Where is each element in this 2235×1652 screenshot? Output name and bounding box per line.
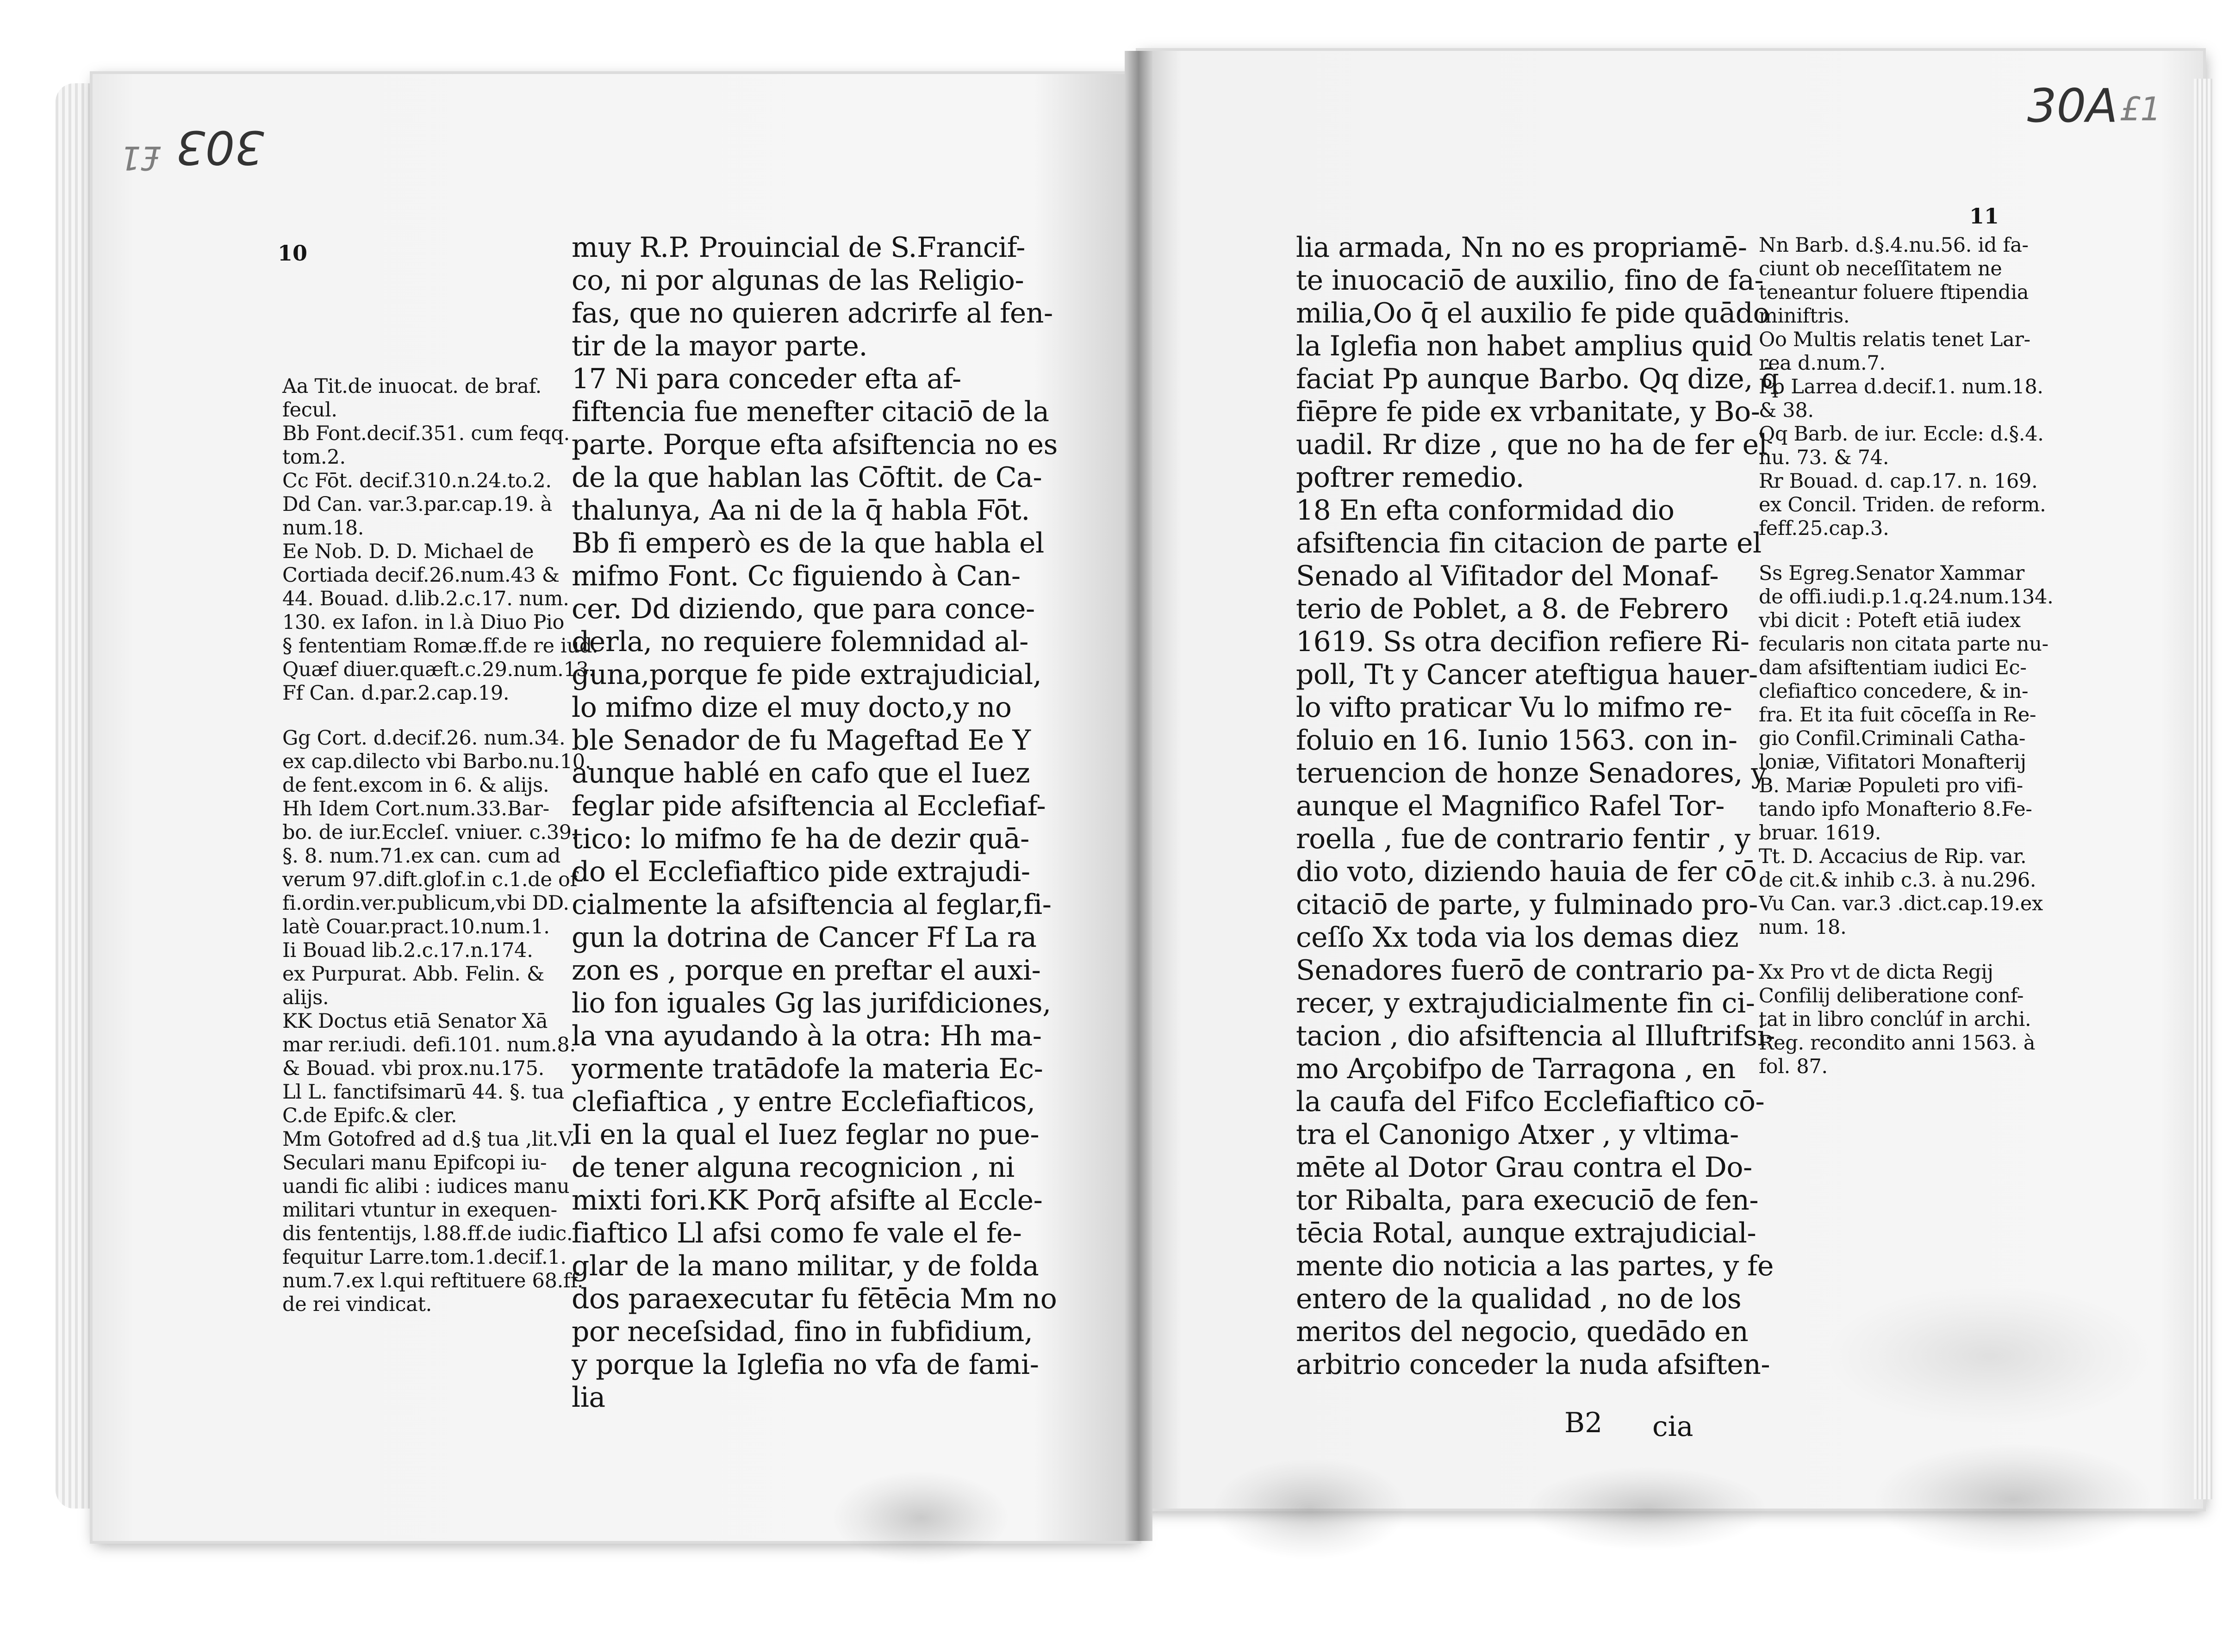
marginal-note-line: ciunt ob neceſſitatem ne: [1759, 257, 2002, 280]
text-line: tra el Canonigo Atxer , y vltima-: [1296, 1118, 1739, 1151]
text-line: 18 En efta conformidad dio: [1296, 494, 1675, 527]
text-line: Senado al Vifitador del Monaf-: [1296, 560, 1719, 592]
marginal-note-line: teneantur foluere ftipendia: [1759, 281, 2029, 304]
marginal-note-line: Mm Gotofred ad d.§ tua ,lit.V.: [282, 1128, 575, 1151]
marginal-note-line: Ss Egreg.Senator Xammar: [1759, 562, 2025, 585]
text-line: citaciō de parte, y fulminado pro-: [1296, 888, 1758, 921]
marginal-note-line: de offi.iudi.p.1.q.24.num.134.: [1759, 585, 2054, 609]
marginal-note-line: miniftris.: [1759, 304, 1850, 328]
handwritten-folio-left: 303: [176, 120, 264, 174]
text-line: entero de la qualidad , no de los: [1296, 1283, 1742, 1315]
text-line: mixti fori.KK Porq̄ afsifte al Eccle-: [572, 1184, 1043, 1217]
marginal-note-line: dam afsiftentiam iudici Ec-: [1759, 656, 2027, 679]
marginal-note-line: Reg. recondito anni 1563. à: [1759, 1031, 2036, 1055]
marginal-note-line: alijs.: [282, 986, 329, 1009]
marginal-note-line: latè Couar.pract.10.num.1.: [282, 915, 550, 938]
marginal-note-line: & 38.: [1759, 399, 1814, 422]
marginal-note-line: Cc Fōt. decif.310.n.24.to.2.: [282, 469, 552, 492]
marginal-note-line: Seculari manu Epifcopi iu-: [282, 1151, 547, 1174]
text-line: fiaftico Ll afsi como fe vale el fe-: [572, 1217, 1022, 1249]
marginal-note-line: fequitur Larre.tom.1.decif.1.: [282, 1246, 567, 1269]
marginal-note-line: tom.2.: [282, 446, 346, 469]
text-line: ceſſo Xx toda via los demas diez: [1296, 921, 1739, 954]
marginal-note-line: fol. 87.: [1759, 1055, 1828, 1078]
marginal-note-line: §. 8. num.71.ex can. cum ad: [282, 845, 561, 868]
text-line: glar de la mano militar, y de folda: [572, 1250, 1039, 1282]
right-page-number: 11: [1969, 204, 1999, 229]
text-line: feglar pide afsiftencia al Ecclefiaf-: [572, 790, 1046, 822]
text-line: uadil. Rr dize , que no ha de fer el: [1296, 429, 1768, 461]
book-gutter: [1125, 51, 1152, 1541]
text-line: cialmente la afsiftencia al feglar,fi-: [572, 888, 1052, 921]
marginal-note-line: tando ipfo Monafterio 8.Fe-: [1759, 798, 2032, 821]
marginal-note-line: rea d.num.7.: [1759, 352, 1886, 375]
text-line: lo vifto praticar Vu lo mifmo re-: [1296, 691, 1732, 724]
marginal-note-line: fecularis non citata parte nu-: [1759, 633, 2048, 656]
marginal-note-line: Cortiada decif.26.num.43 &: [282, 564, 560, 587]
text-line: tēcia Rotal, aunque extrajudicial-: [1296, 1217, 1756, 1249]
text-line: co, ni por algunas de las Religio-: [572, 264, 1024, 297]
marginal-note-line: Ff Can. d.par.2.cap.19.: [282, 682, 510, 705]
text-line: mēte al Dotor Grau contra el Do-: [1296, 1151, 1752, 1184]
text-line: zon es , porque en preftar el auxi-: [572, 954, 1041, 987]
stain: [1213, 1458, 1407, 1559]
text-line: de la que hablan las Cōftit. de Ca-: [572, 461, 1042, 494]
text-line: aunque hablé en cafo que el Iuez: [572, 757, 1030, 789]
text-line: Senadores fuerō de contrario pa-: [1296, 954, 1755, 987]
text-line: dos paraexecutar fu fētēcia Mm no: [572, 1283, 1057, 1315]
text-line: dio voto, diziendo hauia de fer cō: [1296, 856, 1757, 888]
marginal-note-line: Rr Bouad. d. cap.17. n. 169.: [1759, 470, 2038, 493]
marginal-note-line: Gg Cort. d.decif.26. num.34.: [282, 727, 566, 750]
text-line: faciat Pp aunque Barbo. Qq dize, q̄: [1296, 363, 1779, 395]
text-line: muy R.P. Prouincial de S.Francif-: [572, 231, 1025, 264]
text-line: poftrer remedio.: [1296, 461, 1525, 494]
text-line: la vna ayudando à la otra: Hh ma-: [572, 1020, 1042, 1052]
marginal-note-line: num.7.ex l.qui reftituere 68.ff.: [282, 1269, 584, 1292]
marginal-note-line: Nn Barb. d.§.4.nu.56. id fa-: [1759, 234, 2029, 257]
marginal-note-line: Confilij deliberatione conf-: [1759, 984, 2024, 1007]
text-line: Ii en la qual el Iuez feglar no pue-: [572, 1118, 1040, 1151]
text-line: do el Ecclefiaftico pide extrajudi-: [572, 856, 1030, 888]
text-line: terio de Poblet, a 8. de Febrero: [1296, 593, 1729, 625]
text-line: guna,porque fe pide extrajudicial,: [572, 658, 1042, 691]
marginal-note-line: Hh Idem Cort.num.33.Bar-: [282, 797, 549, 820]
marginal-note-line: Xx Pro vt de dicta Regij: [1759, 961, 1993, 984]
text-line: parte. Porque efta afsiftencia no es: [572, 429, 1058, 461]
marginal-note-line: ex Purpurat. Abb. Felin. &: [282, 963, 544, 986]
marginal-note-line: gio Confil.Criminali Catha-: [1759, 727, 2026, 750]
marginal-note-line: [1759, 540, 2157, 562]
right-main-text: [1296, 231, 1779, 1381]
text-line: milia,Oo q̄ el auxilio fe pide quādo: [1296, 297, 1770, 329]
text-line: la caufa del Fifco Ecclefiaftico cō-: [1296, 1086, 1765, 1118]
handwritten-mark-right: £1: [2120, 90, 2161, 128]
text-line: tor Ribalta, para execuciō de fen-: [1296, 1184, 1759, 1217]
text-line: 1619. Ss otra decifion refiere Ri-: [1296, 626, 1749, 658]
marginal-note-line: loniæ, Vifitatori Monafterij: [1759, 751, 2026, 774]
text-line: derla, no requiere folemnidad al-: [572, 626, 1028, 658]
text-line: lia armada, Nn no es propriamē-: [1296, 231, 1747, 264]
text-line: lio fon iguales Gg las jurifdiciones,: [572, 987, 1051, 1019]
handwritten-mark-left: £1: [120, 139, 162, 177]
text-line: mo Arçobifpo de Tarragona , en: [1296, 1053, 1736, 1085]
text-line: por neceſsidad, fino in fubfidium,: [572, 1316, 1033, 1348]
marginal-note-line: militari vtuntur in exequen-: [282, 1199, 557, 1222]
text-line: thalunya, Aa ni de la q̄ habla Fōt.: [572, 494, 1030, 527]
marginal-note-line: dis fententijs, l.88.ff.de iudic.: [282, 1222, 573, 1245]
text-line: clefiaftica , y entre Ecclefiafticos,: [572, 1086, 1035, 1118]
text-line: lia: [572, 1381, 605, 1414]
marginal-note-line: KK Doctus etiā Senator Xā: [282, 1010, 548, 1033]
text-line: y porque la Iglefia no vfa de fami-: [572, 1348, 1039, 1381]
text-line: tir de la mayor parte.: [572, 330, 868, 362]
marginal-note-line: bruar. 1619.: [1759, 821, 1881, 845]
handwritten-folio-right: 30A: [2027, 79, 2118, 133]
marginal-note-line: de cit.& inhib c.3. à nu.296.: [1759, 869, 2036, 892]
marginal-note-line: Tt. D. Accacius de Rip. var.: [1759, 845, 2027, 868]
marginal-note-line: de fent.excom in 6. & alijs.: [282, 774, 549, 797]
text-line: recer, y extrajudicialmente fin ci-: [1296, 987, 1755, 1019]
text-line: teruencion de honze Senadores, y: [1296, 757, 1767, 789]
stain: [1828, 1286, 2152, 1425]
marginal-note-line: Dd Can. var.3.par.cap.19. à: [282, 493, 552, 516]
text-line: foluio en 16. Iunio 1563. con in-: [1296, 724, 1737, 757]
text-line: tico: lo mifmo fe ha de dezir quā-: [572, 823, 1029, 855]
text-line: yormente tratādofe la materia Ec-: [572, 1053, 1043, 1085]
marginal-note-line: [1759, 939, 2157, 961]
marginal-note-line: Vu Can. var.3 .dict.cap.19.ex: [1759, 892, 2043, 915]
text-line: arbitrio conceder la nuda afsiften-: [1296, 1348, 1770, 1381]
text-line: fiftencia fue menefter citaciō de la: [572, 396, 1049, 428]
marginal-note-line: tat in libro conclúf in archi.: [1759, 1008, 2031, 1031]
text-line: de tener alguna recognicion , ni: [572, 1151, 1015, 1184]
left-page-number: 10: [278, 241, 308, 266]
marginal-note-line: verum 97.dift.glof.in c.1.de of-: [282, 868, 583, 891]
marginal-note-line: Ii Bouad lib.2.c.17.n.174.: [282, 939, 533, 962]
marginal-note-line: Ll L. fanctifsimarū 44. §. tua: [282, 1081, 564, 1104]
text-line: poll, Tt y Cancer ateftigua hauer-: [1296, 658, 1758, 691]
marginal-note-line: fecul.: [282, 398, 337, 422]
left-main-text: [572, 231, 1058, 1414]
marginal-note-line: 44. Bouad. d.lib.2.c.17. num.: [282, 587, 569, 610]
marginal-note-line: § fententiam Romæ.ff.de re iud.: [282, 634, 598, 658]
text-line: mifmo Font. Cc figuiendo à Can-: [572, 560, 1021, 592]
marginal-note-line: fi.ordin.ver.publicum,vbi DD.: [282, 892, 569, 915]
marginal-note-line: B. Mariæ Populeti pro vifi-: [1759, 774, 2023, 797]
marginal-note-line: Ee Nob. D. D. Michael de: [282, 540, 534, 563]
marginal-note-line: ex cap.dilecto vbi Barbo.nu.10.: [282, 750, 591, 773]
text-line: 17 Ni para conceder efta af-: [572, 363, 961, 395]
text-line: fiēpre fe pide ex vrbanitate, y Bo-: [1296, 396, 1760, 428]
text-line: gun la dotrina de Cancer Ff La ra: [572, 921, 1037, 954]
marginal-note-line: fra. Et ita fuit cōceſſa in Re-: [1759, 703, 2036, 727]
stain: [833, 1472, 1009, 1564]
marginal-note-line: C.de Epifc.& cler.: [282, 1104, 457, 1127]
text-line: lo mifmo dize el muy docto,y no: [572, 691, 1012, 724]
marginal-note-line: ex Concil. Triden. de reform.: [1759, 493, 2046, 516]
marginal-note-line: feff.25.cap.3.: [1759, 517, 1889, 540]
marginal-note-line: 130. ex Iafon. in l.à Diuo Pio: [282, 611, 565, 634]
marginal-note-line: num. 18.: [1759, 916, 1847, 939]
marginal-note-line: & Bouad. vbi prox.nu.175.: [282, 1057, 545, 1080]
text-line: tacion , dio afsiftencia al Illuftrifsi-: [1296, 1020, 1775, 1052]
marginal-note-line: mar rer.iudi. defi.101. num.8.: [282, 1033, 576, 1056]
text-line: mente dio noticia a las partes, y fe: [1296, 1250, 1774, 1282]
right-marginal-notes: [1759, 234, 2157, 1079]
marginal-note-line: Bb Font.decif.351. cum feqq.: [282, 422, 570, 445]
stain: [1527, 1467, 1768, 1550]
marginal-note-line: vbi dicit : Poteft etiā iudex: [1759, 609, 2021, 632]
text-line: fas, que no quieren adcrirfe al fen-: [572, 297, 1053, 329]
text-line: aunque el Magnifico Rafel Tor-: [1296, 790, 1724, 822]
marginal-note-line: Pp Larrea d.decif.1. num.18.: [1759, 375, 2043, 398]
marginal-note-line: Oo Multis relatis tenet Lar-: [1759, 328, 2030, 351]
marginal-note-line: Qq Barb. de iur. Eccle: d.§.4.: [1759, 422, 2044, 446]
text-line: cer. Dd diziendo, que para conce-: [572, 593, 1035, 625]
text-line: ble Senador de fu Mageftad Ee Y: [572, 724, 1031, 757]
text-line: te inuocaciō de auxilio, fino de fa-: [1296, 264, 1764, 297]
text-line: la Iglefia non habet amplius quid: [1296, 330, 1753, 362]
text-line: Bb fi emperò es de la que habla el: [572, 527, 1044, 559]
left-marginal-notes: [282, 375, 598, 1317]
page-stack-edge-right: [2194, 79, 2212, 1499]
marginal-note-line: [282, 705, 569, 727]
marginal-note-line: Aa Tit.de inuocat. de braf.: [282, 375, 542, 398]
catchword: cia: [1652, 1410, 1693, 1443]
marginal-note-line: Quæf diuer.quæft.c.29.num.13.: [282, 658, 595, 681]
text-line: afsiftencia fin citacion de parte el: [1296, 527, 1762, 559]
marginal-note-line: clefiaftico concedere, & in-: [1759, 680, 2029, 703]
marginal-note-line: uandi fic alibi : iudices manu: [282, 1175, 570, 1198]
marginal-note-line: nu. 73. & 74.: [1759, 446, 1889, 469]
marginal-note-line: bo. de iur.Eccleſ. vniuer. c.39.: [282, 821, 578, 844]
stain: [1874, 1444, 2152, 1555]
signature-mark: B2: [1564, 1407, 1603, 1439]
text-line: roella , fue de contrario fentir , y: [1296, 823, 1750, 855]
marginal-note-line: de rei vindicat.: [282, 1293, 432, 1316]
text-line: meritos del negocio, quedādo en: [1296, 1316, 1749, 1348]
marginal-note-line: num.18.: [282, 516, 364, 540]
